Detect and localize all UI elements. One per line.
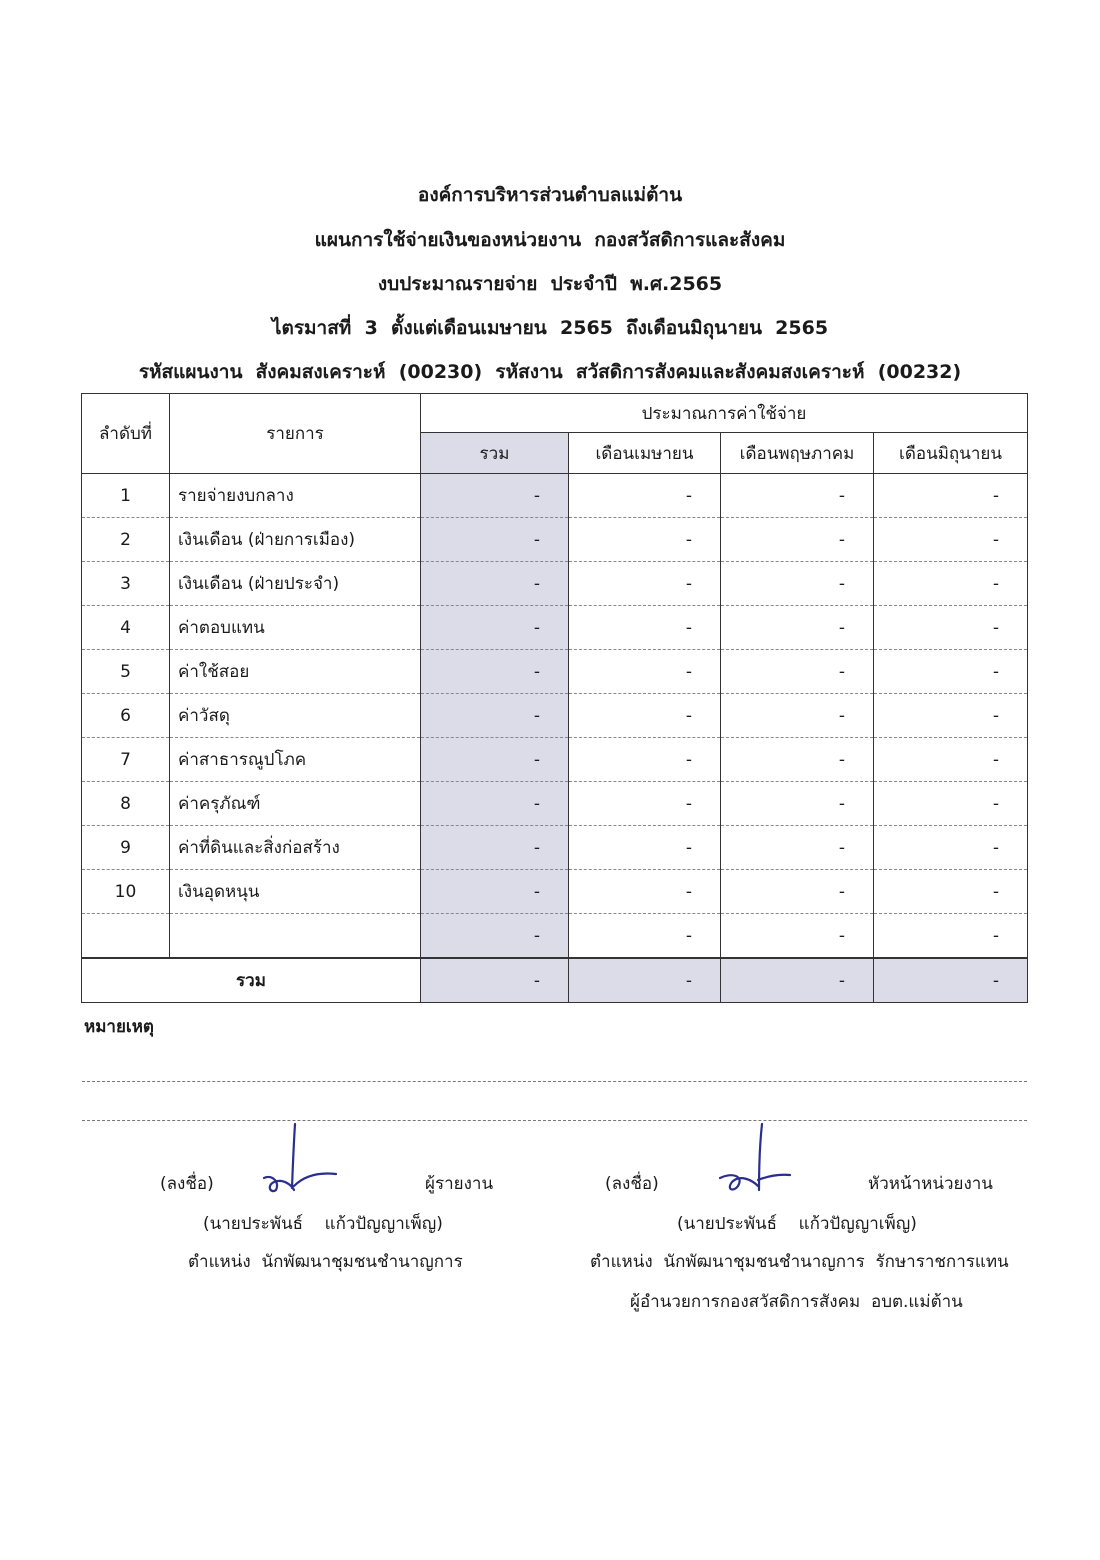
table-row (82, 782, 1028, 826)
col-header-june: เดือนมิถุนายน (874, 433, 1028, 474)
table-row (82, 826, 1028, 870)
left-signer-name: (นายประพันธ์ แก้วปัญญาเพ็ญ) (203, 1214, 443, 1234)
total-april: - (569, 958, 721, 1003)
row-may: - (721, 826, 874, 870)
row-may: - (721, 606, 874, 650)
table-row (82, 738, 1028, 782)
org-title: องค์การบริหารส่วนตำบลแม่ต้าน (417, 184, 683, 206)
col-header-item: รายการ (170, 394, 421, 474)
col-header-total: รวม (421, 433, 569, 474)
row-item: รายจ่ายงบกลาง (170, 474, 421, 518)
right-signature (712, 1120, 794, 1200)
right-signer-name: (นายประพันธ์ แก้วปัญญาเพ็ญ) (677, 1214, 917, 1234)
table-total-row (82, 958, 1028, 1003)
row-april: - (569, 738, 721, 782)
row-may: - (721, 870, 874, 914)
row-total: - (421, 650, 569, 694)
row-june: - (874, 826, 1028, 870)
note-label: หมายเหตุ (84, 1017, 154, 1037)
row-april: - (569, 606, 721, 650)
row-no: 3 (82, 562, 170, 606)
col-header-no: ลำดับที่ (82, 394, 170, 474)
row-april: - (569, 474, 721, 518)
note-line (82, 1120, 1027, 1121)
row-april: - (569, 518, 721, 562)
table-row (82, 518, 1028, 562)
left-signature (258, 1120, 340, 1200)
table-row (82, 474, 1028, 518)
row-total: - (421, 694, 569, 738)
right-sign-prefix: (ลงชื่อ) (605, 1174, 659, 1194)
note-line (82, 1081, 1027, 1082)
row-no: 2 (82, 518, 170, 562)
row-item: ค่าครุภัณฑ์ (170, 782, 421, 826)
left-signer-position: ตำแหน่ง นักพัฒนาชุมชนชำนาญการ (188, 1252, 463, 1272)
quarter-title: ไตรมาสที่ 3 ตั้งแต่เดือนเมษายน 2565 ถึงเดือนมิถุนายน 2565 (271, 317, 829, 339)
row-may: - (721, 782, 874, 826)
row-may: - (721, 562, 874, 606)
row-item: เงินเดือน (ฝ่ายการเมือง) (170, 518, 421, 562)
table-row (82, 914, 1028, 959)
row-june: - (874, 474, 1028, 518)
row-april: - (569, 562, 721, 606)
row-total: - (421, 738, 569, 782)
row-item (170, 914, 421, 959)
row-may: - (721, 914, 874, 959)
row-may: - (721, 518, 874, 562)
row-total: - (421, 914, 569, 959)
table-row (82, 606, 1028, 650)
row-item: ค่าใช้สอย (170, 650, 421, 694)
row-april: - (569, 826, 721, 870)
row-item: ค่าวัสดุ (170, 694, 421, 738)
row-june: - (874, 562, 1028, 606)
row-june: - (874, 782, 1028, 826)
table-row (82, 694, 1028, 738)
row-may: - (721, 650, 874, 694)
row-no: 5 (82, 650, 170, 694)
row-may: - (721, 694, 874, 738)
row-no: 9 (82, 826, 170, 870)
left-role: ผู้รายงาน (425, 1174, 494, 1194)
row-item: ค่าที่ดินและสิ่งก่อสร้าง (170, 826, 421, 870)
row-april: - (569, 694, 721, 738)
row-no (82, 914, 170, 959)
row-item: เงินเดือน (ฝ่ายประจำ) (170, 562, 421, 606)
row-total: - (421, 782, 569, 826)
row-item: เงินอุดหนุน (170, 870, 421, 914)
row-june: - (874, 738, 1028, 782)
row-total: - (421, 518, 569, 562)
row-no: 8 (82, 782, 170, 826)
row-june: - (874, 650, 1028, 694)
total-june: - (874, 958, 1028, 1003)
right-signer-position: ตำแหน่ง นักพัฒนาชุมชนชำนาญการ รักษาราชการแทน (590, 1252, 1009, 1272)
table-row (82, 870, 1028, 914)
right-role: หัวหน้าหน่วยงาน (868, 1174, 993, 1194)
row-total: - (421, 474, 569, 518)
row-june: - (874, 694, 1028, 738)
left-sign-prefix: (ลงชื่อ) (160, 1174, 214, 1194)
row-total: - (421, 826, 569, 870)
row-april: - (569, 870, 721, 914)
row-june: - (874, 518, 1028, 562)
plan-title: แผนการใช้จ่ายเงินของหน่วยงาน กองสวัสดิการและสังคม (314, 229, 786, 251)
row-total: - (421, 870, 569, 914)
total-label: รวม (82, 958, 421, 1003)
row-april: - (569, 650, 721, 694)
col-header-april: เดือนเมษายน (569, 433, 721, 474)
row-total: - (421, 606, 569, 650)
row-no: 10 (82, 870, 170, 914)
budget-year-title: งบประมาณรายจ่าย ประจำปี พ.ศ.2565 (377, 273, 723, 295)
row-june: - (874, 606, 1028, 650)
row-item: ค่าตอบแทน (170, 606, 421, 650)
col-header-may: เดือนพฤษภาคม (721, 433, 874, 474)
table-row (82, 562, 1028, 606)
plan-code-title: รหัสแผนงาน สังคมสงเคราะห์ (00230) รหัสงาน สวัสดิการสังคมและสังคมสงเคราะห์ (00232) (138, 361, 962, 383)
row-may: - (721, 738, 874, 782)
right-signer-position-2: ผู้อำนวยการกองสวัสดิการสังคม อบต.แม่ต้าน (630, 1292, 963, 1312)
row-no: 7 (82, 738, 170, 782)
row-may: - (721, 474, 874, 518)
row-june: - (874, 870, 1028, 914)
table-row (82, 650, 1028, 694)
row-no: 1 (82, 474, 170, 518)
total-may: - (721, 958, 874, 1003)
budget-table (81, 393, 1028, 1003)
row-april: - (569, 914, 721, 959)
row-item: ค่าสาธารณูปโภค (170, 738, 421, 782)
row-april: - (569, 782, 721, 826)
row-total: - (421, 562, 569, 606)
col-header-estimate: ประมาณการค่าใช้จ่าย (421, 394, 1028, 433)
grand-total: - (421, 958, 569, 1003)
row-june: - (874, 914, 1028, 959)
row-no: 6 (82, 694, 170, 738)
row-no: 4 (82, 606, 170, 650)
